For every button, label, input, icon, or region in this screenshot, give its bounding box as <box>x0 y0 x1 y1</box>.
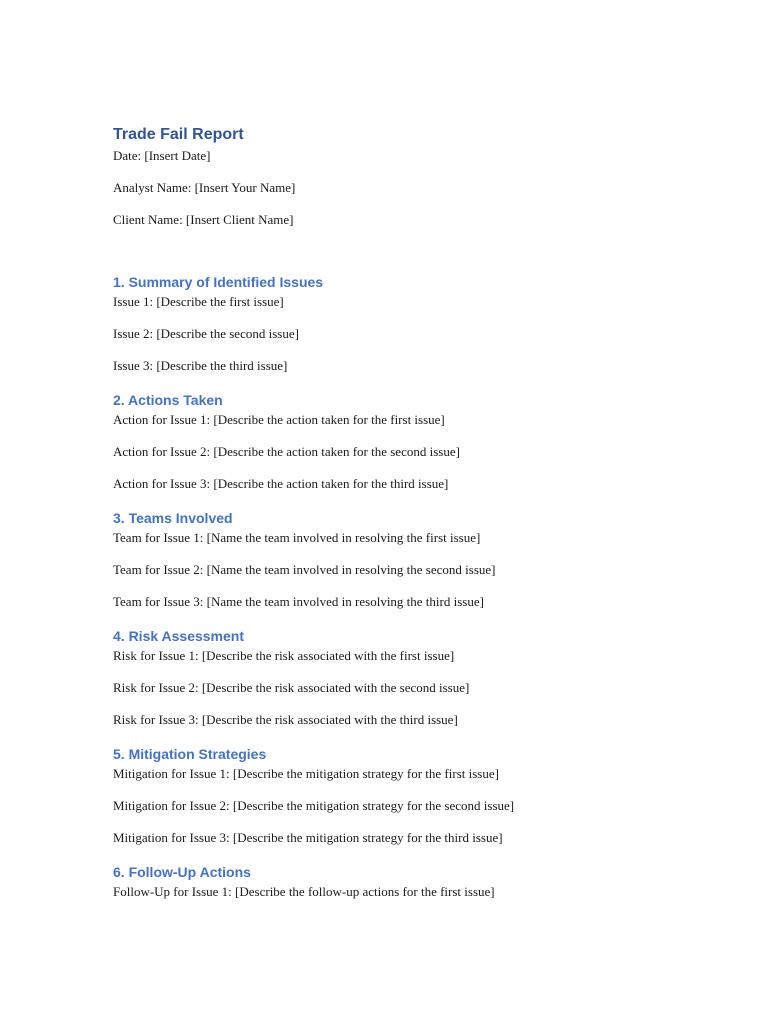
section-mitigation-strategies <box>113 744 733 846</box>
section-line: Action for Issue 1: [Describe the action taken for the first issue] <box>113 412 445 427</box>
section-line: Action for Issue 3: [Describe the action taken for the third issue] <box>113 476 449 491</box>
section-line: Risk for Issue 2: [Describe the risk associated with the second issue] <box>113 680 470 695</box>
section-follow-up-actions <box>113 862 733 900</box>
section-line: Team for Issue 3: [Name the team involved in resolving the third issue] <box>113 594 484 609</box>
section-line: Mitigation for Issue 2: [Describe the mitigation strategy for the second issue] <box>113 798 515 813</box>
date-line: Date: [Insert Date] <box>113 148 211 163</box>
section-line: Mitigation for Issue 1: [Describe the mitigation strategy for the first issue] <box>113 766 499 781</box>
section-line: Issue 2: [Describe the second issue] <box>113 326 299 341</box>
section-line: Action for Issue 2: [Describe the action taken for the second issue] <box>113 444 460 459</box>
section-heading: 5. Mitigation Strategies <box>113 746 267 762</box>
section-line: Issue 1: [Describe the first issue] <box>113 294 284 309</box>
section-summary-of-issues <box>113 272 733 374</box>
section-risk-assessment <box>113 626 733 728</box>
client-name-line: Client Name: [Insert Client Name] <box>113 212 294 227</box>
section-line: Mitigation for Issue 3: [Describe the mitigation strategy for the third issue] <box>113 830 503 845</box>
section-line: Issue 3: [Describe the third issue] <box>113 358 288 373</box>
section-heading: 1. Summary of Identified Issues <box>113 274 324 290</box>
section-teams-involved <box>113 508 733 610</box>
section-line: Follow-Up for Issue 1: [Describe the follow-up actions for the first issue] <box>113 884 495 899</box>
section-heading: 4. Risk Assessment <box>113 628 244 644</box>
section-actions-taken <box>113 390 733 492</box>
section-line: Risk for Issue 1: [Describe the risk associated with the first issue] <box>113 648 455 663</box>
document-body <box>113 124 733 900</box>
section-heading: 6. Follow-Up Actions <box>113 864 251 880</box>
section-heading: 3. Teams Involved <box>113 510 233 526</box>
section-line: Risk for Issue 3: [Describe the risk associated with the third issue] <box>113 712 458 727</box>
section-heading: 2. Actions Taken <box>113 392 223 408</box>
section-line: Team for Issue 2: [Name the team involved in resolving the second issue] <box>113 562 496 577</box>
analyst-name-line: Analyst Name: [Insert Your Name] <box>113 180 296 195</box>
section-line: Team for Issue 1: [Name the team involved in resolving the first issue] <box>113 530 481 545</box>
document-title: Trade Fail Report <box>113 126 244 143</box>
